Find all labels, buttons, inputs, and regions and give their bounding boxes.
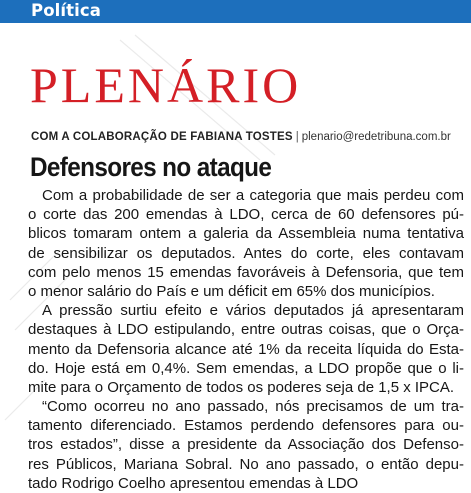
column-credit bbox=[31, 130, 451, 144]
body-line: com pelo menos 15 emendas favoráveis à Defensoria, que tem bbox=[28, 263, 464, 281]
body-line: o menor salário do País e um déficit em 65% dos municípios. bbox=[28, 282, 435, 300]
body-line: Com a probabilidade de ser a categoria que mais perdeu com bbox=[42, 187, 464, 204]
column-title: PLENÁRIO bbox=[30, 57, 302, 113]
body-line: do. Hoje está em 0,4%. Sem emendas, a LDO propõe que o li- bbox=[28, 359, 464, 377]
contact-email: plenario@redetribuna.com.br bbox=[301, 131, 451, 143]
body-line: tado Rodrigo Coelho apresentou emendas à LDO bbox=[28, 474, 359, 492]
body-line: tamento diferenciado. Estamos perdendo defensores para ou- bbox=[28, 417, 464, 435]
body-line: “Como ocorreu no ano passado, nós precisamos de um tra- bbox=[42, 398, 464, 416]
article-headline: Defensores no ataque bbox=[30, 152, 272, 182]
article-body bbox=[28, 186, 464, 493]
section-label: Política bbox=[31, 1, 101, 20]
credit-separator: | bbox=[295, 131, 299, 143]
body-line: destaques à LDO estipulando, entre outras coisas, que o Orça- bbox=[28, 321, 464, 339]
body-line: de sensibilizar os deputados. Antes do corte, eles contavam bbox=[28, 244, 464, 262]
body-line: tros estados”, disse a presidente da Associação dos Defenso- bbox=[28, 436, 464, 454]
body-line: mite para o Orçamento de todos os poderes seja de 1,5 x IPCA. bbox=[28, 378, 455, 396]
body-line: res Públicos, Mariana Sobral. No ano passado, o então depu- bbox=[28, 455, 464, 473]
body-line: o corte das 200 emendas à LDO, cerca de 60 defensores pú- bbox=[28, 206, 464, 224]
credit-contributor: COM A COLABORAÇÃO DE FABIANA TOSTES bbox=[31, 131, 293, 143]
body-line: blicos tomaram ontem a galeria da Assembleia numa tentativa bbox=[28, 225, 464, 243]
body-line: A pressão surtiu efeito e vários deputados já apresentaram bbox=[42, 302, 464, 320]
body-line: mento da Defensoria alcance até 1% da receita líquida do Esta- bbox=[28, 340, 464, 358]
